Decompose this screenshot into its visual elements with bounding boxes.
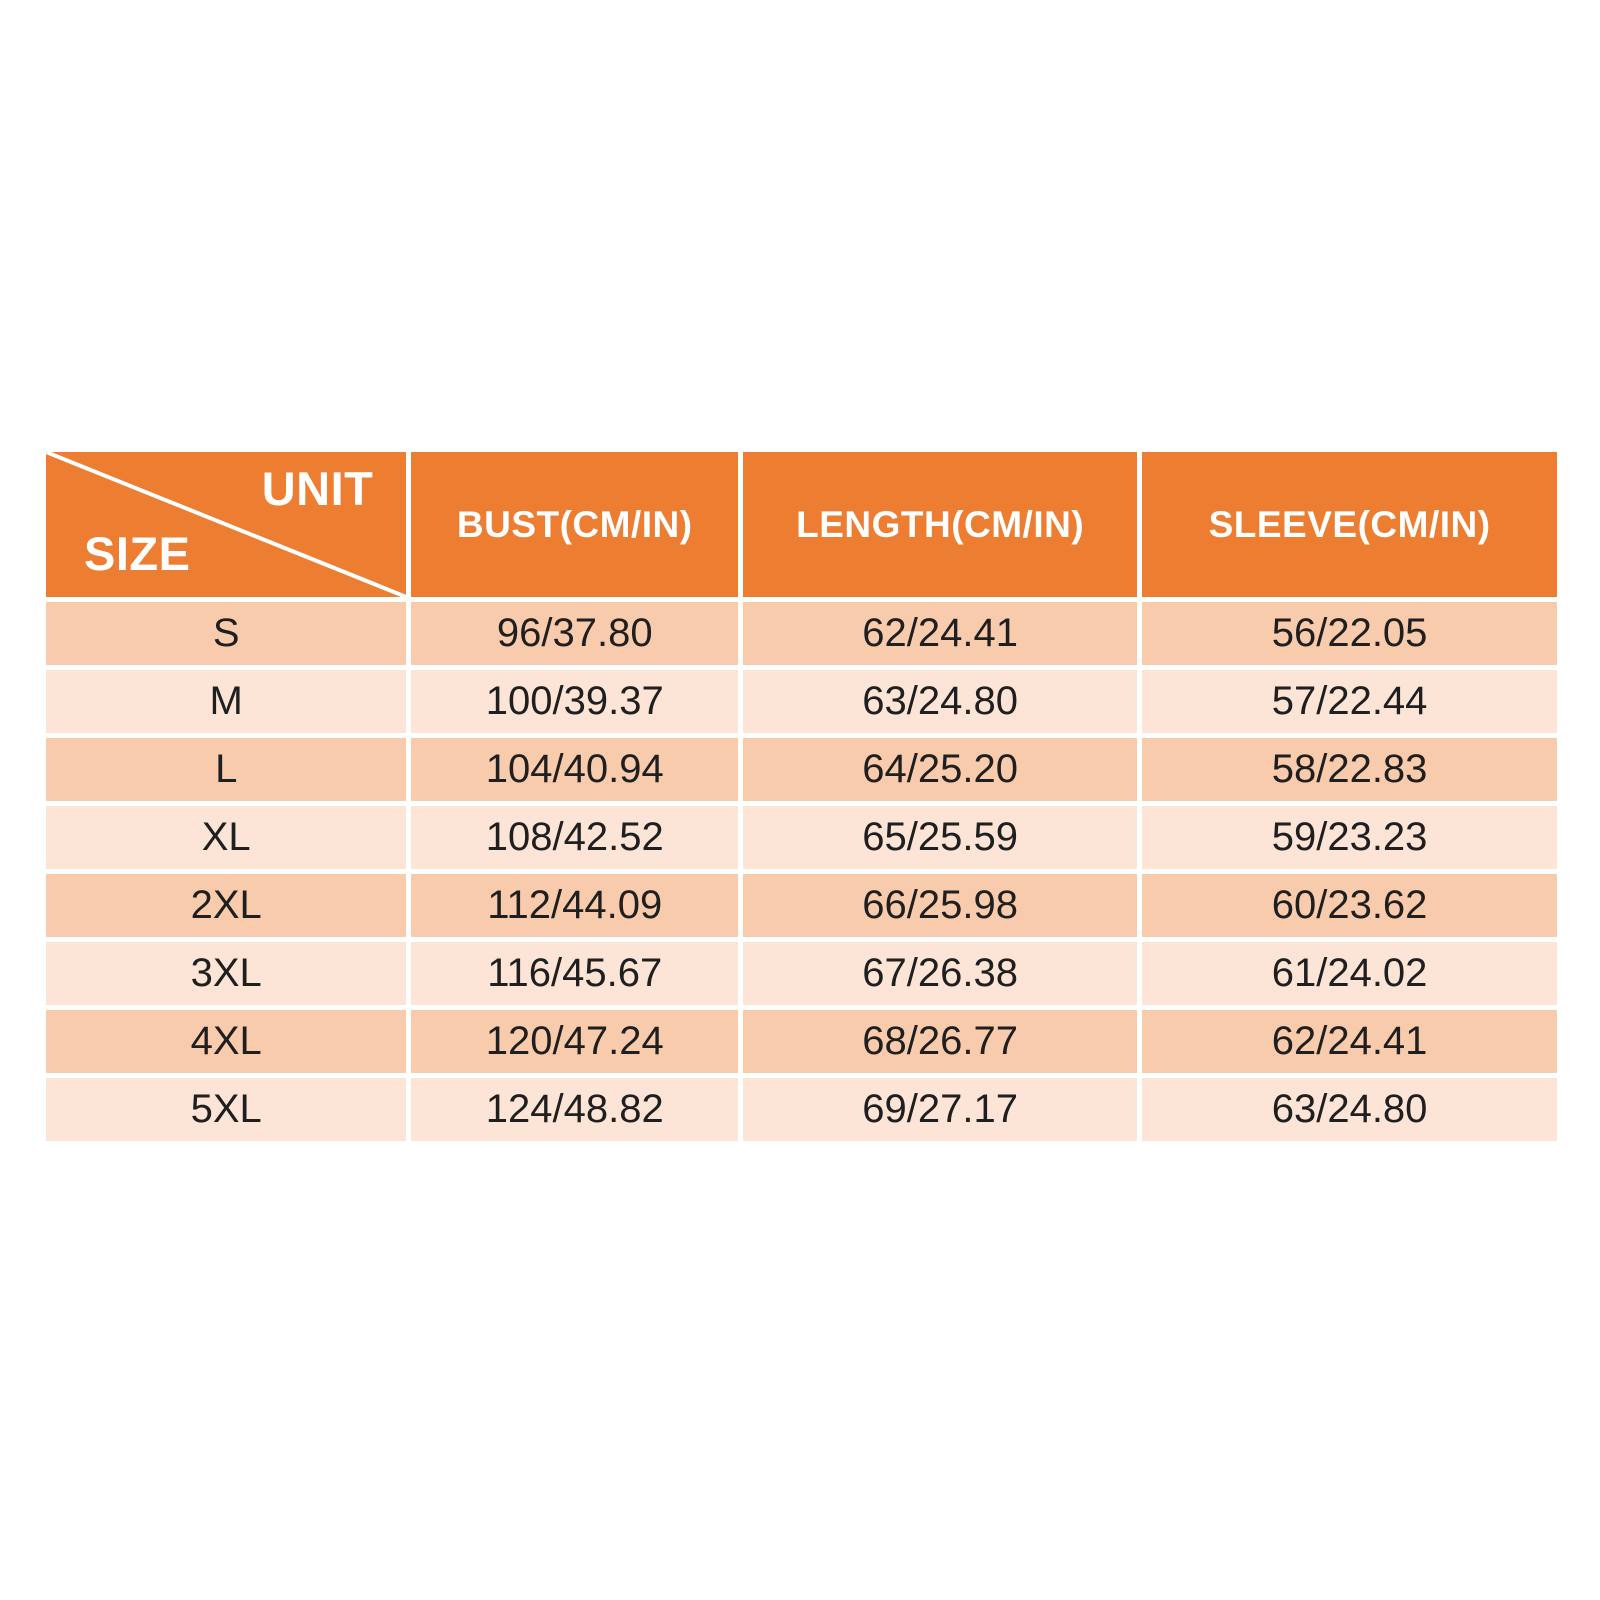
size-cell-3xl: 3XL <box>46 942 406 1005</box>
sleeve-cell-5xl: 63/24.80 <box>1142 1078 1557 1141</box>
size-cell-xl: XL <box>46 806 406 869</box>
sleeve-cell-xl: 59/23.23 <box>1142 806 1557 869</box>
length-cell-xl: 65/25.59 <box>743 806 1137 869</box>
size-cell-4xl: 4XL <box>46 1010 406 1073</box>
length-cell-3xl: 67/26.38 <box>743 942 1137 1005</box>
size-cell-s: S <box>46 602 406 665</box>
size-cell-5xl: 5XL <box>46 1078 406 1141</box>
bust-cell-2xl: 112/44.09 <box>411 874 738 937</box>
size-cell-2xl: 2XL <box>46 874 406 937</box>
size-header-label: SIZE <box>84 527 191 580</box>
size-cell-l: L <box>46 738 406 801</box>
corner-header-cell <box>46 452 406 597</box>
sleeve-column-header: SLEEVE(CM/IN) <box>1142 452 1557 597</box>
sleeve-cell-m: 57/22.44 <box>1142 670 1557 733</box>
unit-header-label: UNIT <box>261 462 374 515</box>
bust-cell-l: 104/40.94 <box>411 738 738 801</box>
length-cell-s: 62/24.41 <box>743 602 1137 665</box>
length-cell-l: 64/25.20 <box>743 738 1137 801</box>
sleeve-cell-2xl: 60/23.62 <box>1142 874 1557 937</box>
bust-cell-m: 100/39.37 <box>411 670 738 733</box>
size-chart-table <box>46 452 1557 1141</box>
bust-cell-4xl: 120/47.24 <box>411 1010 738 1073</box>
sleeve-cell-l: 58/22.83 <box>1142 738 1557 801</box>
bust-cell-3xl: 116/45.67 <box>411 942 738 1005</box>
bust-cell-xl: 108/42.52 <box>411 806 738 869</box>
length-cell-2xl: 66/25.98 <box>743 874 1137 937</box>
sleeve-cell-s: 56/22.05 <box>1142 602 1557 665</box>
length-column-header: LENGTH(CM/IN) <box>743 452 1137 597</box>
bust-column-header: BUST(CM/IN) <box>411 452 738 597</box>
sleeve-cell-3xl: 61/24.02 <box>1142 942 1557 1005</box>
bust-cell-5xl: 124/48.82 <box>411 1078 738 1141</box>
size-cell-m: M <box>46 670 406 733</box>
bust-cell-s: 96/37.80 <box>411 602 738 665</box>
sleeve-cell-4xl: 62/24.41 <box>1142 1010 1557 1073</box>
length-cell-4xl: 68/26.77 <box>743 1010 1137 1073</box>
length-cell-5xl: 69/27.17 <box>743 1078 1137 1141</box>
length-cell-m: 63/24.80 <box>743 670 1137 733</box>
